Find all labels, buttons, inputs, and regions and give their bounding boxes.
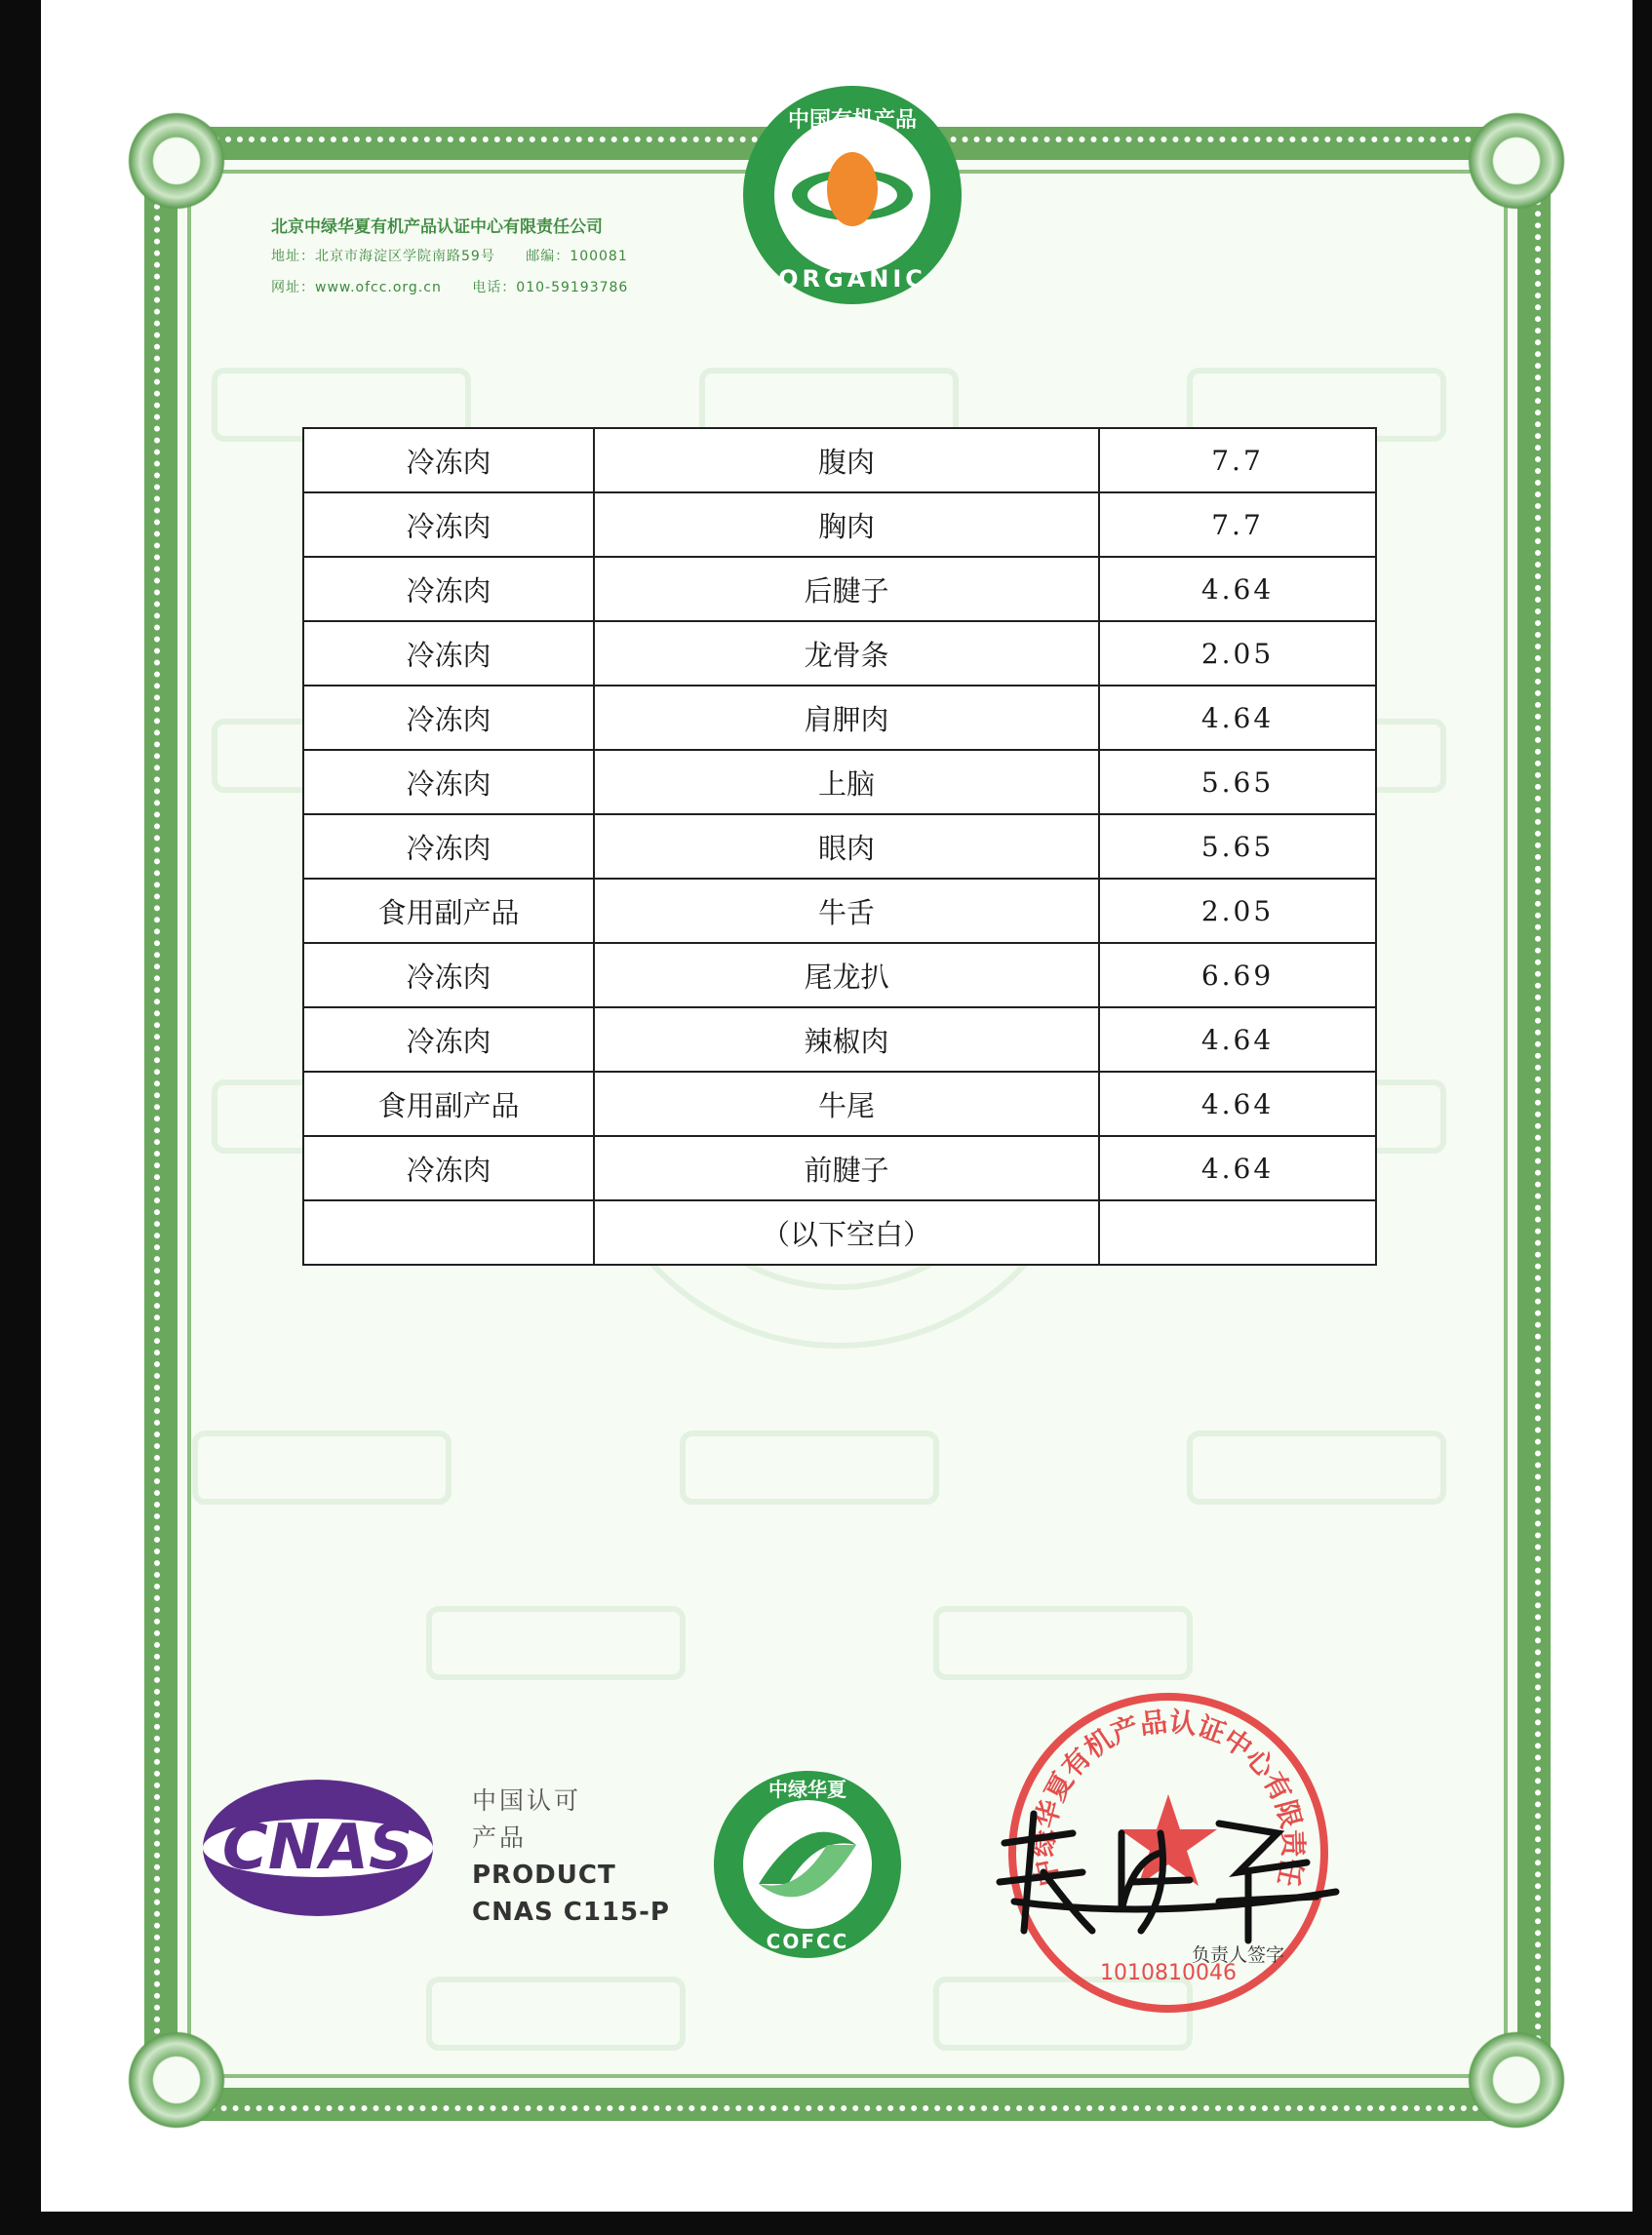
table-row bbox=[303, 814, 1376, 879]
product-cell: 腹肉 bbox=[594, 428, 1099, 492]
cnas-logo-text: CNAS bbox=[221, 1812, 414, 1884]
company-postcode: 邮编：100081 bbox=[526, 249, 628, 264]
product-cell: 牛舌 bbox=[594, 879, 1099, 943]
category-cell: 食用副产品 bbox=[303, 1072, 594, 1136]
cofcc-en-text: COFCC bbox=[766, 1930, 849, 1953]
table-row bbox=[303, 1200, 1376, 1265]
table-row bbox=[303, 428, 1376, 492]
value-cell: 7.7 bbox=[1099, 428, 1376, 492]
cofcc-logo bbox=[710, 1767, 905, 1962]
category-cell: 冷冻肉 bbox=[303, 621, 594, 686]
table-row bbox=[303, 1007, 1376, 1072]
product-cell: 上脑 bbox=[594, 750, 1099, 814]
table-row bbox=[303, 750, 1376, 814]
company-phone: 电话：010-59193786 bbox=[472, 280, 629, 295]
cnas-en-line-1: PRODUCT bbox=[472, 1861, 616, 1890]
value-cell: 5.65 bbox=[1099, 750, 1376, 814]
organic-logo bbox=[737, 80, 967, 310]
product-cell: 胸肉 bbox=[594, 492, 1099, 557]
value-cell: 4.64 bbox=[1099, 1072, 1376, 1136]
category-cell bbox=[303, 1200, 594, 1265]
category-cell: 冷冻肉 bbox=[303, 1136, 594, 1200]
product-cell: （以下空白） bbox=[594, 1200, 1099, 1265]
handwritten-signature bbox=[985, 1804, 1346, 1950]
company-website: 网址：www.ofcc.org.cn bbox=[271, 280, 442, 295]
product-cell: 辣椒肉 bbox=[594, 1007, 1099, 1072]
seal-number: 1010810046 bbox=[1100, 1961, 1237, 1985]
product-table bbox=[302, 427, 1377, 1266]
table-row bbox=[303, 879, 1376, 943]
value-cell: 4.64 bbox=[1099, 1136, 1376, 1200]
company-name: 北京中绿华夏有机产品认证中心有限责任公司 bbox=[271, 217, 603, 237]
cnas-cn-line-2: 产品 bbox=[472, 1823, 528, 1852]
product-cell: 眼肉 bbox=[594, 814, 1099, 879]
company-address: 地址：北京市海淀区学院南路59号 bbox=[271, 249, 495, 264]
organic-english-text: ORGANIC bbox=[778, 265, 926, 293]
category-cell: 冷冻肉 bbox=[303, 492, 594, 557]
table-row bbox=[303, 686, 1376, 750]
value-cell: 6.69 bbox=[1099, 943, 1376, 1007]
table-row bbox=[303, 1136, 1376, 1200]
cnas-logo bbox=[191, 1765, 445, 1931]
product-cell: 后腱子 bbox=[594, 557, 1099, 621]
table-row bbox=[303, 621, 1376, 686]
company-address-line bbox=[271, 246, 653, 265]
category-cell: 冷冻肉 bbox=[303, 686, 594, 750]
value-cell: 2.05 bbox=[1099, 879, 1376, 943]
product-cell: 牛尾 bbox=[594, 1072, 1099, 1136]
category-cell: 冷冻肉 bbox=[303, 557, 594, 621]
cnas-text-block bbox=[472, 1783, 670, 1931]
product-cell: 龙骨条 bbox=[594, 621, 1099, 686]
cofcc-cn-text: 中绿华夏 bbox=[768, 1778, 846, 1801]
category-cell: 冷冻肉 bbox=[303, 943, 594, 1007]
value-cell: 4.64 bbox=[1099, 557, 1376, 621]
category-cell: 冷冻肉 bbox=[303, 750, 594, 814]
product-cell: 尾龙扒 bbox=[594, 943, 1099, 1007]
company-contact-line bbox=[271, 277, 653, 296]
value-cell: 4.64 bbox=[1099, 686, 1376, 750]
product-cell: 肩胛肉 bbox=[594, 686, 1099, 750]
category-cell: 冷冻肉 bbox=[303, 814, 594, 879]
value-cell bbox=[1099, 1200, 1376, 1265]
organic-ring-text: 中国有机产品 bbox=[787, 108, 918, 133]
seal-text: 中绿华夏有机产品认证中心有限责任 bbox=[1027, 1705, 1310, 1890]
value-cell: 2.05 bbox=[1099, 621, 1376, 686]
table-row bbox=[303, 557, 1376, 621]
signature-label: 负责人签字 bbox=[1192, 1944, 1285, 1966]
table-row bbox=[303, 492, 1376, 557]
product-cell: 前腱子 bbox=[594, 1136, 1099, 1200]
category-cell: 冷冻肉 bbox=[303, 1007, 594, 1072]
value-cell: 7.7 bbox=[1099, 492, 1376, 557]
cnas-cn-line-1: 中国认可 bbox=[472, 1786, 582, 1815]
value-cell: 4.64 bbox=[1099, 1007, 1376, 1072]
cnas-en-line-2: CNAS C115-P bbox=[472, 1898, 670, 1927]
value-cell: 5.65 bbox=[1099, 814, 1376, 879]
category-cell: 食用副产品 bbox=[303, 879, 594, 943]
table-row bbox=[303, 1072, 1376, 1136]
category-cell: 冷冻肉 bbox=[303, 428, 594, 492]
table-row bbox=[303, 943, 1376, 1007]
